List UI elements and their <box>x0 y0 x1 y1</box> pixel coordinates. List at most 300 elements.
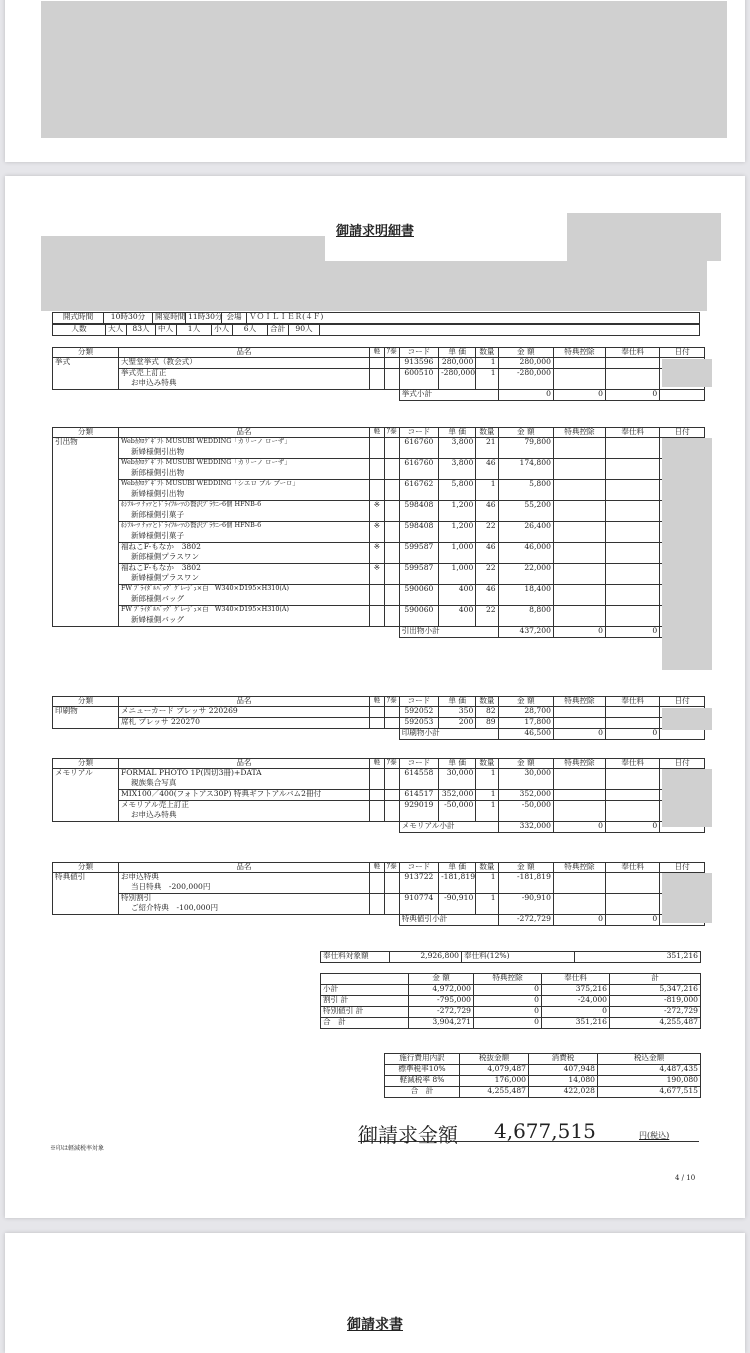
header-hosen: ｱ泰 <box>384 697 399 707</box>
item-name: メモリアル売上訂正 <box>120 800 189 809</box>
subtotal-row <box>53 390 705 401</box>
qty-cell: 1 <box>476 480 498 501</box>
qty-cell: 1 <box>476 790 498 801</box>
unit-price-cell: 350 <box>439 707 476 718</box>
table-row <box>53 718 705 729</box>
service-cell <box>606 873 660 894</box>
service-cell <box>606 606 660 627</box>
hosen-cell <box>384 543 399 564</box>
amount-cell: -280,000 <box>498 369 553 390</box>
summary-value: -272,729 <box>409 1007 474 1018</box>
summary-row-label: 割引 計 <box>321 996 409 1007</box>
venue-label: 会場 <box>222 313 247 324</box>
reduced-tax-mark <box>369 790 384 801</box>
items-table <box>52 696 705 740</box>
item-name-cell <box>118 369 369 390</box>
code-cell: 616760 <box>399 438 438 459</box>
reduced-tax-mark <box>369 480 384 501</box>
header-category: 分類 <box>53 348 119 358</box>
service-cell <box>606 438 660 459</box>
header-date: 日付 <box>660 759 705 769</box>
subtotal-label: 挙式小計 <box>399 390 498 401</box>
reduced-tax-mark <box>369 358 384 369</box>
header-discount: 特典控除 <box>553 863 605 873</box>
unit-price-cell: 352,000 <box>439 790 476 801</box>
item-name-cell <box>118 438 369 459</box>
redacted-block <box>41 1 727 138</box>
item-name: Webｶﾀﾛｸﾞｷﾞﾌﾄ MUSUBI WEDDING「カリーノ ローザ」 <box>120 437 291 445</box>
subtotal-service: 0 <box>606 822 660 833</box>
hosen-cell <box>384 564 399 585</box>
discount-cell <box>553 369 605 390</box>
reduced-tax-mark <box>369 459 384 480</box>
header-qty: 数量 <box>476 759 498 769</box>
summary-value: -24,000 <box>542 996 610 1007</box>
item-name: ﾎｼﾌﾙｰﾂ ﾅｯﾂとﾄﾞﾗｲﾌﾙｰﾂの贅沢ﾌﾞﾗｳﾆｰ6個 HFNB-6 <box>120 500 262 508</box>
header-discount: 特典控除 <box>553 759 605 769</box>
discount-cell <box>553 707 605 718</box>
unit-price-cell: 200 <box>439 718 476 729</box>
header-light: 軽 <box>369 428 384 438</box>
service-cell <box>606 522 660 543</box>
subtotal-row <box>53 627 705 638</box>
subtotal-label: 特典値引小計 <box>399 915 498 926</box>
header-qty: 数量 <box>476 348 498 358</box>
service-base-table <box>320 951 701 963</box>
reduced-tax-mark: ※ <box>369 522 384 543</box>
hosen-cell <box>384 769 399 790</box>
item-name: ﾎｼﾌﾙｰﾂ ﾅｯﾂとﾄﾞﾗｲﾌﾙｰﾂの贅沢ﾌﾞﾗｳﾆｰ6個 HFNB-6 <box>120 521 262 529</box>
table-row <box>53 501 705 522</box>
tax-row <box>385 1065 701 1076</box>
middle-count: 1人 <box>177 325 212 336</box>
subtotal-amount: 0 <box>498 390 553 401</box>
header-date: 日付 <box>660 348 705 358</box>
service-cell <box>606 369 660 390</box>
code-cell: 910774 <box>399 894 438 915</box>
discount-cell <box>553 873 605 894</box>
hosen-cell <box>384 801 399 822</box>
tax-header: 施行費用内訳 <box>385 1054 460 1065</box>
table-row <box>53 564 705 585</box>
subtotal-row <box>53 729 705 740</box>
service-base-label: 奉仕料対象額 <box>321 952 390 963</box>
header-unit-price: 単 価 <box>439 348 476 358</box>
redacted-block <box>662 359 712 387</box>
service-cell <box>606 358 660 369</box>
discount-cell <box>553 769 605 790</box>
header-amount: 金 額 <box>498 428 553 438</box>
item-note: 新郎様側引出物 <box>130 468 185 477</box>
header-item: 品名 <box>118 348 369 358</box>
item-name: 挙式売上訂正 <box>120 368 167 377</box>
qty-cell: 22 <box>476 564 498 585</box>
summary-value: 5,347,216 <box>610 985 701 996</box>
subtotal-discount: 0 <box>553 627 605 638</box>
grand-total-value: 4,677,515 <box>494 1119 596 1143</box>
qty-cell: 46 <box>476 585 498 606</box>
qty-cell: 22 <box>476 606 498 627</box>
tax-value: 4,255,487 <box>460 1087 529 1098</box>
summary-value: 4,255,487 <box>610 1018 701 1029</box>
qty-cell: 1 <box>476 769 498 790</box>
summary-header: 特典控除 <box>474 974 542 985</box>
header-unit-price: 単 価 <box>439 697 476 707</box>
amount-cell: -90,910 <box>498 894 553 915</box>
subtotal-amount: 332,000 <box>498 822 553 833</box>
code-cell: 600510 <box>399 369 438 390</box>
code-cell: 599587 <box>399 564 438 585</box>
item-note: 新婦様側引出物 <box>130 489 185 498</box>
summary-row <box>321 1007 701 1018</box>
header-unit-price: 単 価 <box>439 428 476 438</box>
amount-cell: 17,800 <box>498 718 553 729</box>
item-note: 新婦様側引出物 <box>130 447 185 456</box>
discount-cell <box>553 894 605 915</box>
header-category: 分類 <box>53 428 119 438</box>
summary-value: -819,000 <box>610 996 701 1007</box>
blank-cell <box>53 822 400 833</box>
discount-cell <box>553 718 605 729</box>
subtotal-label: メモリアル小計 <box>399 822 498 833</box>
item-name: 大聖堂挙式（教会式） <box>120 357 197 366</box>
hosen-cell <box>384 873 399 894</box>
header-amount: 金 額 <box>498 697 553 707</box>
event-info-table <box>52 312 700 324</box>
unit-price-cell: -181,819 <box>439 873 476 894</box>
item-note: 新婦様側引菓子 <box>130 531 185 540</box>
reduced-tax-mark <box>369 894 384 915</box>
discount-cell <box>553 564 605 585</box>
grand-total <box>358 1119 699 1147</box>
reception-time-label: 開宴時間 <box>153 313 186 324</box>
service-cell <box>606 769 660 790</box>
item-name-cell <box>118 894 369 915</box>
item-name-cell <box>118 543 369 564</box>
items-table <box>52 347 705 401</box>
reduced-tax-mark <box>369 769 384 790</box>
qty-cell: 1 <box>476 894 498 915</box>
service-cell <box>606 585 660 606</box>
summary-value: 375,216 <box>542 985 610 996</box>
reduced-tax-mark: ※ <box>369 543 384 564</box>
item-name: FW ﾌﾞﾗｲﾀﾞﾙﾊﾞｯｸﾞ ｸﾞﾚｰｼﾞｭ×白 W340×D195×H310(A) <box>120 605 290 613</box>
service-rate-label: 奉仕料(12%) <box>462 952 575 963</box>
section-4 <box>52 758 705 833</box>
reduced-tax-mark <box>369 718 384 729</box>
code-cell: 599587 <box>399 543 438 564</box>
hosen-cell <box>384 790 399 801</box>
subtotal-date <box>660 729 705 740</box>
summary-row <box>321 985 701 996</box>
subtotal-service: 0 <box>606 729 660 740</box>
middle-label: 中人 <box>156 325 177 336</box>
blank-cell <box>53 729 400 740</box>
tax-row-label: 合 計 <box>385 1087 460 1098</box>
hosen-cell <box>384 894 399 915</box>
code-cell: 592052 <box>399 707 438 718</box>
hosen-cell <box>384 718 399 729</box>
tax-header: 税込金額 <box>598 1054 701 1065</box>
header-service: 奉仕料 <box>606 759 660 769</box>
subtotal-service: 0 <box>606 390 660 401</box>
previous-page <box>5 0 745 162</box>
tax-row <box>385 1087 701 1098</box>
unit-price-cell: 1,200 <box>439 522 476 543</box>
header-item: 品名 <box>118 697 369 707</box>
subtotal-discount: 0 <box>553 822 605 833</box>
tax-value: 14,080 <box>529 1076 598 1087</box>
item-note: お申込み特典 <box>130 378 177 387</box>
summary-value: 4,972,000 <box>409 985 474 996</box>
discount-cell <box>553 438 605 459</box>
header-service: 奉仕料 <box>606 863 660 873</box>
header-light: 軽 <box>369 759 384 769</box>
qty-cell: 89 <box>476 718 498 729</box>
item-name-cell <box>118 480 369 501</box>
code-cell: 913722 <box>399 873 438 894</box>
tax-row <box>385 1076 701 1087</box>
subtotal-amount: 46,500 <box>498 729 553 740</box>
table-row <box>53 358 705 369</box>
header-hosen: ｱ泰 <box>384 348 399 358</box>
summary-value: 0 <box>474 1018 542 1029</box>
reduced-tax-mark <box>369 438 384 459</box>
header-category: 分類 <box>53 697 119 707</box>
item-name: 席札 プレッサ 220270 <box>120 717 200 726</box>
summary-row-label: 合 計 <box>321 1018 409 1029</box>
ceremony-time: 10時30分 <box>104 313 153 324</box>
header-qty: 数量 <box>476 697 498 707</box>
redacted-block <box>662 873 712 923</box>
header-qty: 数量 <box>476 428 498 438</box>
service-cell <box>606 707 660 718</box>
header-discount: 特典控除 <box>553 428 605 438</box>
amount-cell: -50,000 <box>498 801 553 822</box>
amount-cell: 8,800 <box>498 606 553 627</box>
code-cell: 590060 <box>399 606 438 627</box>
item-note: 親族集合写真 <box>130 778 177 787</box>
table-row <box>53 894 705 915</box>
tax-table <box>384 1053 701 1098</box>
items-table <box>52 862 705 926</box>
header-hosen: ｱ泰 <box>384 863 399 873</box>
amount-cell: 28,700 <box>498 707 553 718</box>
item-name: FW ﾌﾞﾗｲﾀﾞﾙﾊﾞｯｸﾞ ｸﾞﾚｰｼﾞｭ×白 W340×D195×H310(A) <box>120 584 290 592</box>
grand-total-label: 御請求金額 <box>358 1123 458 1147</box>
current-page <box>5 176 745 1218</box>
qty-cell: 46 <box>476 501 498 522</box>
header-category: 分類 <box>53 863 119 873</box>
blank-cell <box>320 325 700 336</box>
discount-cell <box>553 522 605 543</box>
item-name: 福ねこF-もなか 3802 <box>120 542 201 551</box>
table-row <box>53 707 705 718</box>
amount-cell: 18,400 <box>498 585 553 606</box>
item-note: お申込み特典 <box>130 810 177 819</box>
item-name-cell <box>118 522 369 543</box>
section-2 <box>52 427 705 638</box>
item-name: FORMAL PHOTO 1P(四切3冊)+DATA <box>120 768 262 777</box>
amount-cell: 5,800 <box>498 480 553 501</box>
summary-value: -795,000 <box>409 996 474 1007</box>
item-name: 福ねこF-もなか 3802 <box>120 563 201 572</box>
summary-value: 0 <box>474 996 542 1007</box>
section-5 <box>52 862 705 926</box>
service-cell <box>606 564 660 585</box>
unit-price-cell: 30,000 <box>439 769 476 790</box>
subtotal-label: 印刷物小計 <box>399 729 498 740</box>
code-cell: 598408 <box>399 501 438 522</box>
unit-price-cell: 5,800 <box>439 480 476 501</box>
reduced-tax-mark <box>369 801 384 822</box>
amount-cell: 46,000 <box>498 543 553 564</box>
venue: ＶＯＩＬＩＥＲ(４Ｆ) <box>247 313 700 324</box>
hosen-cell <box>384 522 399 543</box>
items-table <box>52 427 705 638</box>
table-row <box>53 459 705 480</box>
header-amount: 金 額 <box>498 759 553 769</box>
summary-value: -272,729 <box>610 1007 701 1018</box>
subtotal-amount: 437,200 <box>498 627 553 638</box>
summary-row <box>321 1018 701 1029</box>
summary-corner <box>321 974 409 985</box>
code-cell: 616760 <box>399 459 438 480</box>
item-name-cell <box>118 564 369 585</box>
item-name-cell <box>118 606 369 627</box>
item-name: お申込特典 <box>120 872 159 881</box>
category-cell: 特典値引 <box>53 873 119 915</box>
redacted-block <box>567 213 721 261</box>
code-cell: 929019 <box>399 801 438 822</box>
total-count: 90人 <box>289 325 320 336</box>
qty-cell: 1 <box>476 358 498 369</box>
discount-cell <box>553 585 605 606</box>
qty-cell: 21 <box>476 438 498 459</box>
header-code: コード <box>399 348 438 358</box>
summary-value: 3,904,271 <box>409 1018 474 1029</box>
item-name: Webｶﾀﾛｸﾞｷﾞﾌﾄ MUSUBI WEDDING「シエロ ブル ブーロ」 <box>120 479 299 487</box>
discount-cell <box>553 606 605 627</box>
adult-label: 大人 <box>106 325 127 336</box>
service-cell <box>606 790 660 801</box>
header-code: コード <box>399 697 438 707</box>
hosen-cell <box>384 438 399 459</box>
discount-cell <box>553 543 605 564</box>
summary-row-label: 特別値引 計 <box>321 1007 409 1018</box>
reduced-tax-mark <box>369 707 384 718</box>
discount-cell <box>553 480 605 501</box>
section-1 <box>52 347 705 401</box>
grand-total-unit: 円(税込) <box>639 1131 670 1140</box>
hosen-cell <box>384 480 399 501</box>
footnote: ※印は軽減税率対象 <box>50 1145 105 1152</box>
guest-count-table <box>52 324 700 336</box>
qty-cell: 82 <box>476 707 498 718</box>
tax-header: 税抜金額 <box>460 1054 529 1065</box>
item-note: 新郎様側プラスワン <box>130 552 200 561</box>
table-row <box>53 801 705 822</box>
item-name-cell <box>118 358 369 369</box>
amount-cell: 26,400 <box>498 522 553 543</box>
item-name-cell <box>118 585 369 606</box>
subtotal-discount: 0 <box>553 729 605 740</box>
hosen-cell <box>384 358 399 369</box>
item-name-cell <box>118 801 369 822</box>
header-code: コード <box>399 428 438 438</box>
qty-cell: 22 <box>476 522 498 543</box>
header-service: 奉仕料 <box>606 697 660 707</box>
tax-value: 4,677,515 <box>598 1087 701 1098</box>
subtotal-date <box>660 390 705 401</box>
child-count: 6人 <box>233 325 268 336</box>
tax-value: 176,000 <box>460 1076 529 1087</box>
hosen-cell <box>384 501 399 522</box>
header-unit-price: 単 価 <box>439 759 476 769</box>
subtotal-amount: -272,729 <box>498 915 553 926</box>
header-item: 品名 <box>118 428 369 438</box>
page-title: 御請求明細書 <box>335 224 414 239</box>
discount-cell <box>553 459 605 480</box>
tax-value: 4,487,435 <box>598 1065 701 1076</box>
summary-table <box>320 973 701 1029</box>
redacted-block <box>662 438 712 670</box>
tax-header: 消費税 <box>529 1054 598 1065</box>
unit-price-cell: 3,800 <box>439 438 476 459</box>
category-cell: 挙式 <box>53 358 119 390</box>
summary-value: 0 <box>474 985 542 996</box>
redacted-block <box>41 236 325 262</box>
summary-row-label: 小計 <box>321 985 409 996</box>
code-cell: 598408 <box>399 522 438 543</box>
discount-cell <box>553 801 605 822</box>
table-row <box>53 769 705 790</box>
service-cell <box>606 718 660 729</box>
header-amount: 金 額 <box>498 863 553 873</box>
reduced-tax-mark: ※ <box>369 564 384 585</box>
service-rate-value: 351,216 <box>575 952 701 963</box>
item-note: 新郎様側引菓子 <box>130 510 185 519</box>
header-light: 軽 <box>369 697 384 707</box>
discount-cell <box>553 501 605 522</box>
category-cell: メモリアル <box>53 769 119 822</box>
blank-cell <box>53 915 400 926</box>
table-row <box>53 873 705 894</box>
amount-cell: 174,800 <box>498 459 553 480</box>
header-date: 日付 <box>660 428 705 438</box>
subtotal-row <box>53 822 705 833</box>
header-category: 分類 <box>53 759 119 769</box>
hosen-cell <box>384 585 399 606</box>
header-date: 日付 <box>660 697 705 707</box>
hosen-cell <box>384 459 399 480</box>
unit-price-cell: -50,000 <box>439 801 476 822</box>
reduced-tax-mark <box>369 369 384 390</box>
reception-time: 11時30分 <box>186 313 222 324</box>
hosen-cell <box>384 707 399 718</box>
tax-value: 190,080 <box>598 1076 701 1087</box>
unit-price-cell: 1,000 <box>439 543 476 564</box>
item-name: 特別割引 <box>120 893 152 902</box>
next-page-title: 御請求書 <box>347 1317 403 1333</box>
header-service: 奉仕料 <box>606 348 660 358</box>
header-discount: 特典控除 <box>553 697 605 707</box>
service-cell <box>606 801 660 822</box>
subtotal-label: 引出物小計 <box>399 627 498 638</box>
amount-cell: 30,000 <box>498 769 553 790</box>
child-label: 小人 <box>212 325 233 336</box>
page-indicator: 4 / 10 <box>675 1174 696 1182</box>
